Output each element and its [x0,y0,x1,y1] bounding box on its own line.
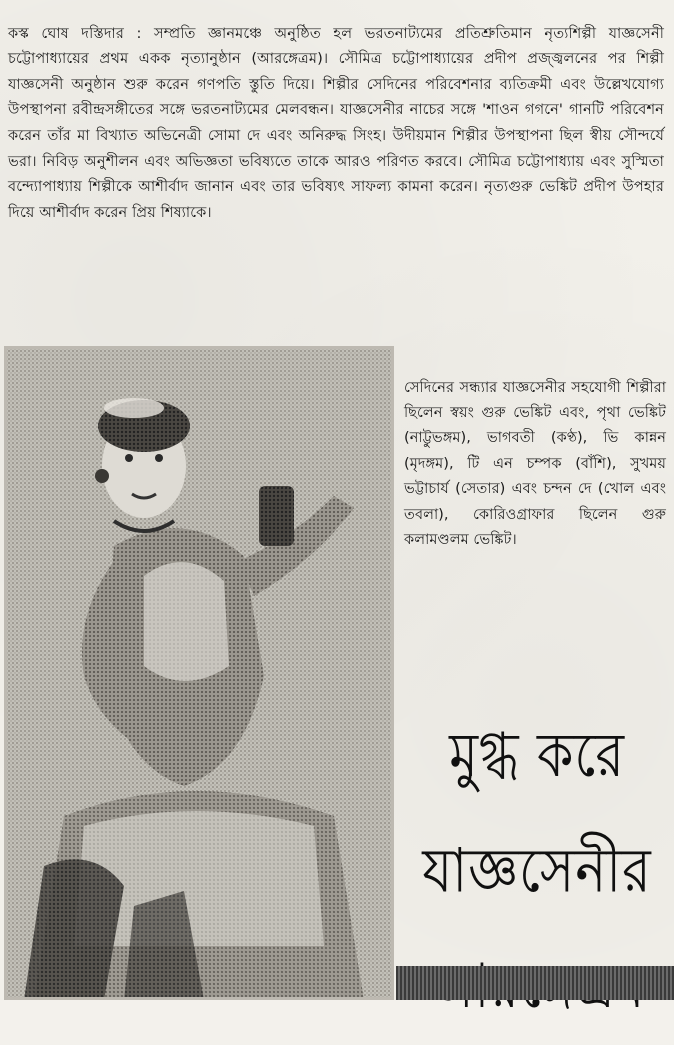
page-edge-strip [396,966,674,1000]
dancer-photo-image [4,346,394,1000]
headline-line-2: যাজ্ঞসেনীর [422,836,652,907]
dancer-photo [4,346,394,1000]
article-sidebar-text: সেদিনের সন্ধ্যার যাজ্ঞসেনীর সহযোগী শিল্পীরা ছিলেন স্বয়ং গুরু ভেঙ্কিট এবং, পৃথা ভেঙ্কিট (নাট্টুভঙ্গম), ভাগবতী (কণ্ঠ), ভি কান্নন (মৃদঙ্গম), টি এন চম্পক (বাঁশি), সুখময় ভট্টাচার্য (সেতার) এবং চন্দন দে (খোল এবং তবলা), কোরিওগ্রাফার ছিলেন গুরু কলামণ্ডলম ভেঙ্কিট। [404,378,666,549]
article-intro-text: কস্ক ঘোষ দস্তিদার : সম্প্রতি জ্ঞানমঞ্চে অনুষ্ঠিত হল ভরতনাট্যমের প্রতিশ্রুতিমান নৃত্যশিল্পী যাজ্ঞসেনী চট্টোপাধ্যায়ের প্রথম একক নৃত্যানুষ্ঠান (আরঙ্গেত্রম)। সৌমিত্র চট্টোপাধ্যায়ের প্রদীপ প্রজ্জ্বলনের পর শিল্পী যাজ্ঞসেনী অনুষ্ঠান শুরু করেন গণপতি স্তুতি দিয়ে। শিল্পীর সেদিনের পরিবেশনার ব্যতিক্রমী এবং উল্লেখযোগ্য উপস্থাপনা রবীন্দ্রসঙ্গীতের সঙ্গে ভরতনাট্যমের মেলবন্ধন। যাজ্ঞসেনীর নাচের সঙ্গে 'শাওন গগনে' গানটি পরিবেশন করেন তাঁর মা বিখ্যাত অভিনেত্রী সোমা দে এবং অনিরুদ্ধ সিংহ। উদীয়মান শিল্পীর উপস্থাপনা ছিল স্বীয় সৌন্দর্যে ভরা। নিবিড় অনুশীলন এবং অভিজ্ঞতা ভবিষ্যতে তাকে আরও পরিণত করবে। সৌমিত্র চট্টোপাধ্যায় এবং সুস্মিতা বন্দ্যোপাধ্যায় শিল্পীকে আশীর্বাদ জানান এবং তার ভবিষ্যৎ সাফল্য কামনা করেন। নৃত্যগুরু ভেঙ্কিট প্রদীপ উপহার দিয়ে আশীর্বাদ করেন প্রিয় শিষ্যাকে। [8,24,664,221]
headline-line-1: মুগ্ধ করে [449,720,625,792]
